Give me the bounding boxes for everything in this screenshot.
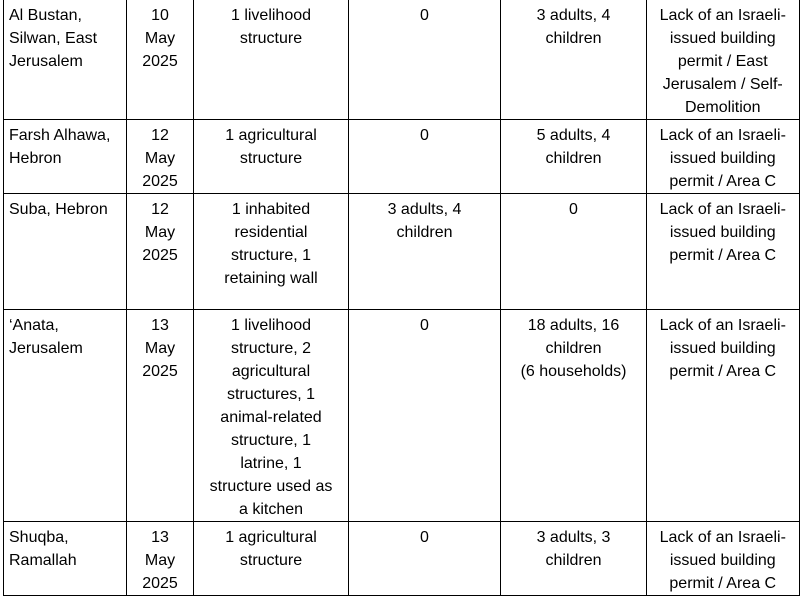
location-line: Shuqba, [9, 529, 69, 546]
location-line: Al Bustan, [9, 7, 82, 24]
date-line: May [144, 224, 176, 241]
date-line: 10 [151, 7, 169, 24]
date-line: May [144, 150, 176, 167]
affected-line: 0 [569, 201, 578, 218]
structures-line: agricultural [231, 363, 311, 380]
affected-line: children [545, 552, 602, 569]
affected-line: 3 adults, 3 [536, 529, 611, 546]
date-line: 2025 [142, 575, 178, 592]
reason-line: Lack of an Israeli- [659, 317, 786, 334]
location-line: Jerusalem [9, 340, 83, 357]
date-cell [127, 194, 194, 310]
date-line: May [144, 30, 176, 47]
reason-line: Demolition [684, 99, 761, 116]
reason-line: permit / Area C [669, 575, 777, 592]
location-line: Silwan, East [9, 30, 98, 47]
structures-line: retaining wall [224, 270, 318, 287]
structures-line: structure, 1 [230, 247, 312, 264]
reason-cell [647, 0, 800, 120]
structures-line: 1 agricultural [225, 529, 317, 546]
structures-cell [194, 0, 349, 120]
location-line: Jerusalem [9, 53, 83, 70]
affected-line: children [545, 340, 602, 357]
reason-line: permit / Area C [669, 363, 777, 380]
structures-cell [194, 310, 349, 522]
displaced-line: 0 [420, 317, 429, 334]
reason-line: Lack of an Israeli- [659, 529, 786, 546]
affected-cell [501, 0, 647, 120]
affected-cell [501, 310, 647, 522]
structures-line: 1 livelihood [230, 7, 312, 24]
affected-line: 3 adults, 4 [536, 7, 611, 24]
date-line: 2025 [142, 173, 178, 190]
structures-line: residential [234, 224, 308, 241]
date-cell [127, 120, 194, 194]
date-line: 2025 [142, 247, 178, 264]
date-cell [127, 0, 194, 120]
structures-cell [194, 120, 349, 194]
date-cell [127, 522, 194, 596]
reason-cell [647, 522, 800, 596]
structures-line: structure, 2 [230, 340, 312, 357]
location-cell [4, 120, 127, 194]
location-line: ‘Anata, [9, 317, 59, 334]
date-line: 2025 [142, 363, 178, 380]
displaced-line: 0 [420, 7, 429, 24]
displaced-cell [349, 310, 501, 522]
affected-line: (6 households) [520, 363, 627, 380]
date-line: 12 [151, 127, 169, 144]
reason-cell [647, 194, 800, 310]
structures-line: structures, 1 [226, 386, 316, 403]
displaced-line: 3 adults, 4 [387, 201, 462, 218]
structures-line: structure used as [209, 478, 333, 495]
structures-line: structure [239, 552, 303, 569]
affected-line: children [545, 30, 602, 47]
reason-line: permit / Area C [669, 247, 777, 264]
displaced-cell [349, 194, 501, 310]
reason-line: issued building [669, 552, 776, 569]
displaced-cell [349, 0, 501, 120]
displaced-line: 0 [420, 127, 429, 144]
reason-line: issued building [669, 150, 776, 167]
date-line: 13 [151, 317, 169, 334]
reason-line: Jerusalem / Self- [662, 76, 783, 93]
demolitions-table [3, 0, 800, 596]
table-row [4, 0, 800, 120]
reason-line: Lack of an Israeli- [659, 201, 786, 218]
location-cell [4, 0, 127, 120]
displaced-cell [349, 522, 501, 596]
date-cell [127, 310, 194, 522]
date-line: May [144, 552, 176, 569]
structures-line: 1 agricultural [225, 127, 317, 144]
table-row [4, 310, 800, 522]
reason-line: Lack of an Israeli- [659, 127, 786, 144]
reason-cell [647, 310, 800, 522]
table-row [4, 194, 800, 310]
location-line: Ramallah [9, 552, 77, 569]
affected-line: 18 adults, 16 [527, 317, 620, 334]
structures-cell [194, 522, 349, 596]
date-line: 13 [151, 529, 169, 546]
reason-cell [647, 120, 800, 194]
structures-line: structure [239, 30, 303, 47]
location-cell [4, 310, 127, 522]
displaced-cell [349, 120, 501, 194]
location-cell [4, 522, 127, 596]
location-line: Hebron [9, 150, 62, 167]
structures-line: 1 inhabited [231, 201, 311, 218]
affected-cell [501, 522, 647, 596]
location-cell [4, 194, 127, 310]
structures-line: a kitchen [238, 501, 304, 518]
reason-line: permit / Area C [669, 173, 777, 190]
reason-line: issued building [669, 340, 776, 357]
location-line: Suba, Hebron [9, 201, 108, 218]
reason-line: Lack of an Israeli- [659, 7, 786, 24]
date-line: 12 [151, 201, 169, 218]
reason-line: issued building [669, 224, 776, 241]
table-row [4, 120, 800, 194]
structures-line: animal-related [220, 409, 322, 426]
structures-line: structure [239, 150, 303, 167]
displaced-line: 0 [420, 529, 429, 546]
affected-cell [501, 194, 647, 310]
location-line: Farsh Alhawa, [9, 127, 111, 144]
table-row [4, 522, 800, 596]
date-line: 2025 [142, 53, 178, 70]
structures-line: 1 livelihood [230, 317, 312, 334]
displaced-line: children [396, 224, 453, 241]
affected-line: 5 adults, 4 [536, 127, 611, 144]
structures-line: structure, 1 [230, 432, 312, 449]
affected-line: children [545, 150, 602, 167]
date-line: May [144, 340, 176, 357]
structures-cell [194, 194, 349, 310]
reason-line: issued building [669, 30, 776, 47]
structures-line: latrine, 1 [240, 455, 302, 472]
affected-cell [501, 120, 647, 194]
reason-line: permit / East [677, 53, 768, 70]
